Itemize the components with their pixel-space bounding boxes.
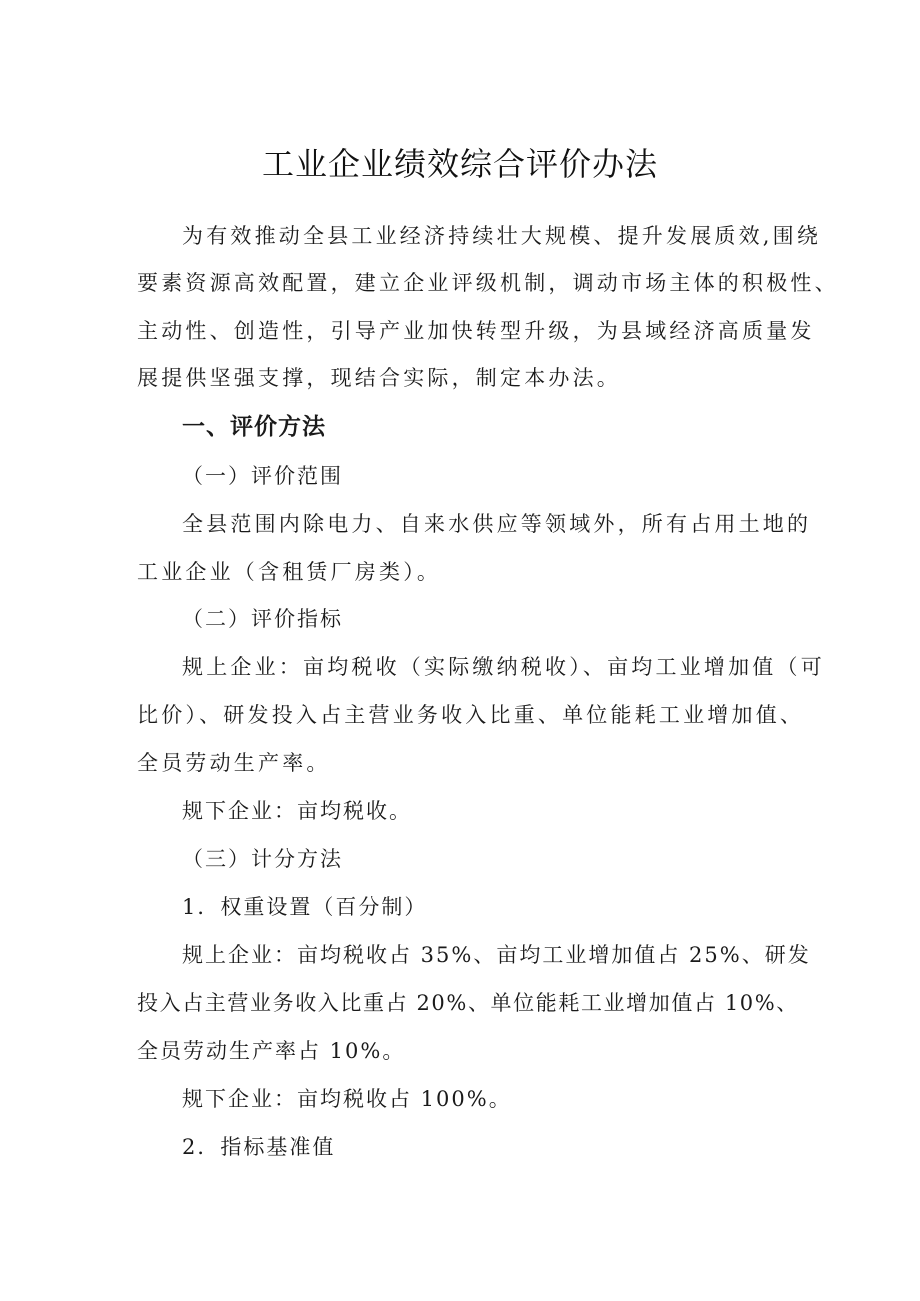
item-heading-weights: 1．权重设置（百分制）	[182, 895, 428, 919]
intro-line-4: 展提供坚强支撑，现结合实际，制定本办法。	[137, 366, 621, 390]
indicators-line-2: 比价）、研发投入占主营业务收入比重、单位能耗工业增加值、	[137, 703, 805, 727]
weights-line-1: 规上企业：亩均税收占 35%、亩均工业增加值占 25%、研发	[182, 943, 811, 967]
subsection-heading-scoring: （三）计分方法	[182, 847, 343, 871]
scope-line-1: 全县范围内除电力、自来水供应等领域外，所有占用土地的	[182, 512, 812, 536]
indicators-small-enterprises: 规下企业：亩均税收。	[182, 799, 412, 823]
intro-line-3: 主动性、创造性，引导产业加快转型升级，为县域经济高质量发	[137, 319, 815, 343]
subsection-heading-indicators: （二）评价指标	[182, 607, 343, 631]
indicators-line-1: 规上企业：亩均税收（实际缴纳税收）、亩均工业增加值（可	[182, 655, 825, 679]
section-heading-evaluation-method: 一、评价方法	[182, 414, 326, 440]
weights-line-3: 全员劳动生产率占 10%。	[137, 1039, 406, 1063]
weights-line-2: 投入占主营业务收入比重占 20%、单位能耗工业增加值占 10%、	[137, 991, 799, 1015]
intro-line-1: 为有效推动全县工业经济持续壮大规模、提升发展质效,围绕	[182, 224, 822, 248]
intro-line-2: 要素资源高效配置，建立企业评级机制，调动市场主体的积极性、	[137, 271, 839, 295]
scope-line-2: 工业企业（含租赁厂房类）。	[137, 560, 442, 584]
subsection-heading-scope: （一）评价范围	[182, 464, 343, 488]
item-heading-baseline: 2．指标基准值	[182, 1135, 336, 1159]
document-title: 工业企业绩效综合评价办法	[261, 145, 658, 183]
weights-small-enterprises: 规下企业：亩均税收占 100%。	[182, 1087, 512, 1111]
indicators-line-3: 全员劳动生产率。	[137, 751, 331, 775]
